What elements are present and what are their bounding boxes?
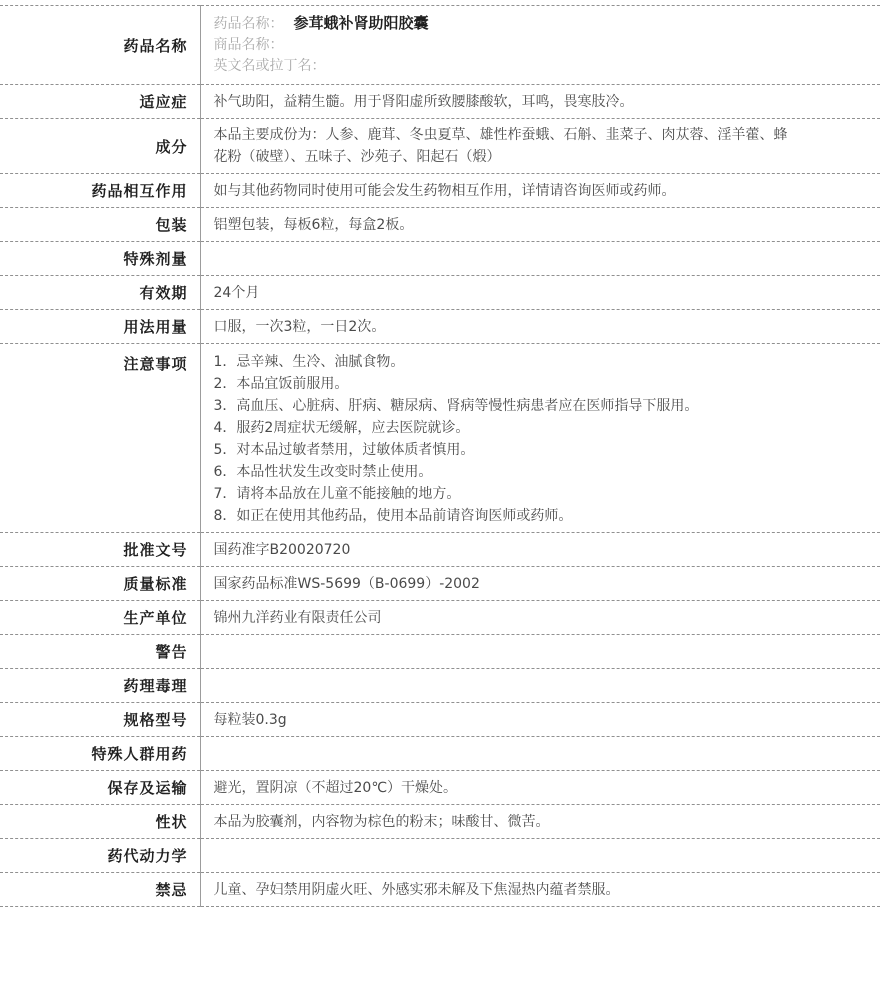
- precaution-item: 8．如正在使用其他药品，使用本品前请咨询医师或药师。: [213, 508, 573, 524]
- table-row-packaging: [0, 208, 880, 242]
- row-value-approval-number: 国药准字B20020720: [200, 533, 880, 567]
- row-value-storage-transport: 避光，置阴凉（不超过20℃）干燥处。: [200, 771, 880, 805]
- row-label-special-dosage: 特殊剂量: [0, 242, 200, 276]
- row-label-precautions: 注意事项: [0, 344, 200, 533]
- table-row-quality-standard: [0, 567, 880, 601]
- row-value-dosage-usage: 口服，一次3粒，一日2次。: [200, 310, 880, 344]
- table-row-approval-number: [0, 533, 880, 567]
- row-label-warning: 警告: [0, 635, 200, 669]
- row-value-manufacturer: 锦州九洋药业有限责任公司: [200, 601, 880, 635]
- precaution-item: 5．对本品过敏者禁用，过敏体质者慎用。: [213, 442, 475, 458]
- row-value-pharmacokinetics: [200, 839, 880, 873]
- table-row-special-dosage: [0, 242, 880, 276]
- row-label-indications: 适应症: [0, 85, 200, 119]
- row-value-warning: [200, 635, 880, 669]
- english-name-prefix: 英文名或拉丁名：: [213, 58, 326, 74]
- row-value-quality-standard: 国家药品标准WS-5699（B-0699）-2002: [200, 567, 880, 601]
- table-row-dosage-usage: [0, 310, 880, 344]
- row-label-contraindications: 禁忌: [0, 873, 200, 907]
- row-value-packaging: 铝塑包装，每板6粒，每盒2板。: [200, 208, 880, 242]
- row-label-approval-number: 批准文号: [0, 533, 200, 567]
- row-label-dosage-usage: 用法用量: [0, 310, 200, 344]
- row-value-contraindications: 儿童、孕妇禁用阴虚火旺、外感实邪未解及下焦湿热内蕴者禁服。: [200, 873, 880, 907]
- row-value-pharmacology-toxicology: [200, 669, 880, 703]
- ingredients-text: 本品主要成份为：人参、鹿茸、冬虫夏草、雄性柞蚕蛾、石斛、韭菜子、肉苁蓉、淫羊藿、蜂花粉（破壁）、五味子、沙苑子、阳起石（煅）: [213, 127, 788, 165]
- table-row-ingredients: [0, 119, 880, 174]
- table-row-special-population: [0, 737, 880, 771]
- row-label-packaging: 包装: [0, 208, 200, 242]
- row-label-pharmacology-toxicology: 药理毒理: [0, 669, 200, 703]
- table-row-pharmacokinetics: [0, 839, 880, 873]
- drug-name-text: 参茸蛾补肾助阳胶囊: [293, 14, 429, 32]
- precaution-item: 7．请将本品放在儿童不能接触的地方。: [213, 486, 461, 502]
- table-row-drug-name: [0, 6, 880, 85]
- precaution-item: 1．忌辛辣、生冷、油腻食物。: [213, 354, 405, 370]
- row-label-shelf-life: 有效期: [0, 276, 200, 310]
- table-row-warning: [0, 635, 880, 669]
- row-value-drug-name: [200, 6, 880, 85]
- precaution-item: 2．本品宜饭前服用。: [213, 376, 349, 392]
- table-row-properties: [0, 805, 880, 839]
- row-value-drug-interactions: 如与其他药物同时使用可能会发生药物相互作用，详情请咨询医师或药师。: [200, 174, 880, 208]
- row-value-specification: 每粒装0.3g: [200, 703, 880, 737]
- row-value-shelf-life: 24个月: [200, 276, 880, 310]
- row-label-ingredients: 成分: [0, 119, 200, 174]
- row-label-drug-interactions: 药品相互作用: [0, 174, 200, 208]
- table-row-drug-interactions: [0, 174, 880, 208]
- table-row-storage-transport: [0, 771, 880, 805]
- table-row-shelf-life: [0, 276, 880, 310]
- precaution-item: 3．高血压、心脏病、肝病、糖尿病、肾病等慢性病患者应在医师指导下服用。: [213, 398, 699, 414]
- table-row-contraindications: [0, 873, 880, 907]
- row-label-quality-standard: 质量标准: [0, 567, 200, 601]
- row-label-manufacturer: 生产单位: [0, 601, 200, 635]
- row-value-indications: 补气助阳，益精生髓。用于肾阳虚所致腰膝酸软，耳鸣，畏寒肢冷。: [200, 85, 880, 119]
- trade-name-prefix: 商品名称：: [213, 37, 284, 53]
- table-row-indications: [0, 85, 880, 119]
- row-label-properties: 性状: [0, 805, 200, 839]
- table-row-pharmacology-toxicology: [0, 669, 880, 703]
- row-label-special-population: 特殊人群用药: [0, 737, 200, 771]
- row-value-ingredients: [200, 119, 880, 174]
- precaution-item: 4．服药2周症状无缓解，应去医院就诊。: [213, 420, 470, 436]
- row-label-pharmacokinetics: 药代动力学: [0, 839, 200, 873]
- table-row-manufacturer: [0, 601, 880, 635]
- row-value-special-dosage: [200, 242, 880, 276]
- row-label-storage-transport: 保存及运输: [0, 771, 200, 805]
- row-value-properties: 本品为胶囊剂，内容物为棕色的粉末；味酸甘、微苦。: [200, 805, 880, 839]
- table-row-specification: [0, 703, 880, 737]
- row-label-specification: 规格型号: [0, 703, 200, 737]
- precaution-item: 6．本品性状发生改变时禁止使用。: [213, 464, 433, 480]
- row-label-drug-name: 药品名称: [0, 6, 200, 85]
- table-row-precautions: [0, 344, 880, 533]
- row-value-precautions: [200, 344, 880, 533]
- row-value-special-population: [200, 737, 880, 771]
- drug-name-line: [214, 13, 871, 35]
- drug-name-prefix: 药品名称：: [213, 16, 284, 32]
- drug-info-table: [0, 5, 880, 907]
